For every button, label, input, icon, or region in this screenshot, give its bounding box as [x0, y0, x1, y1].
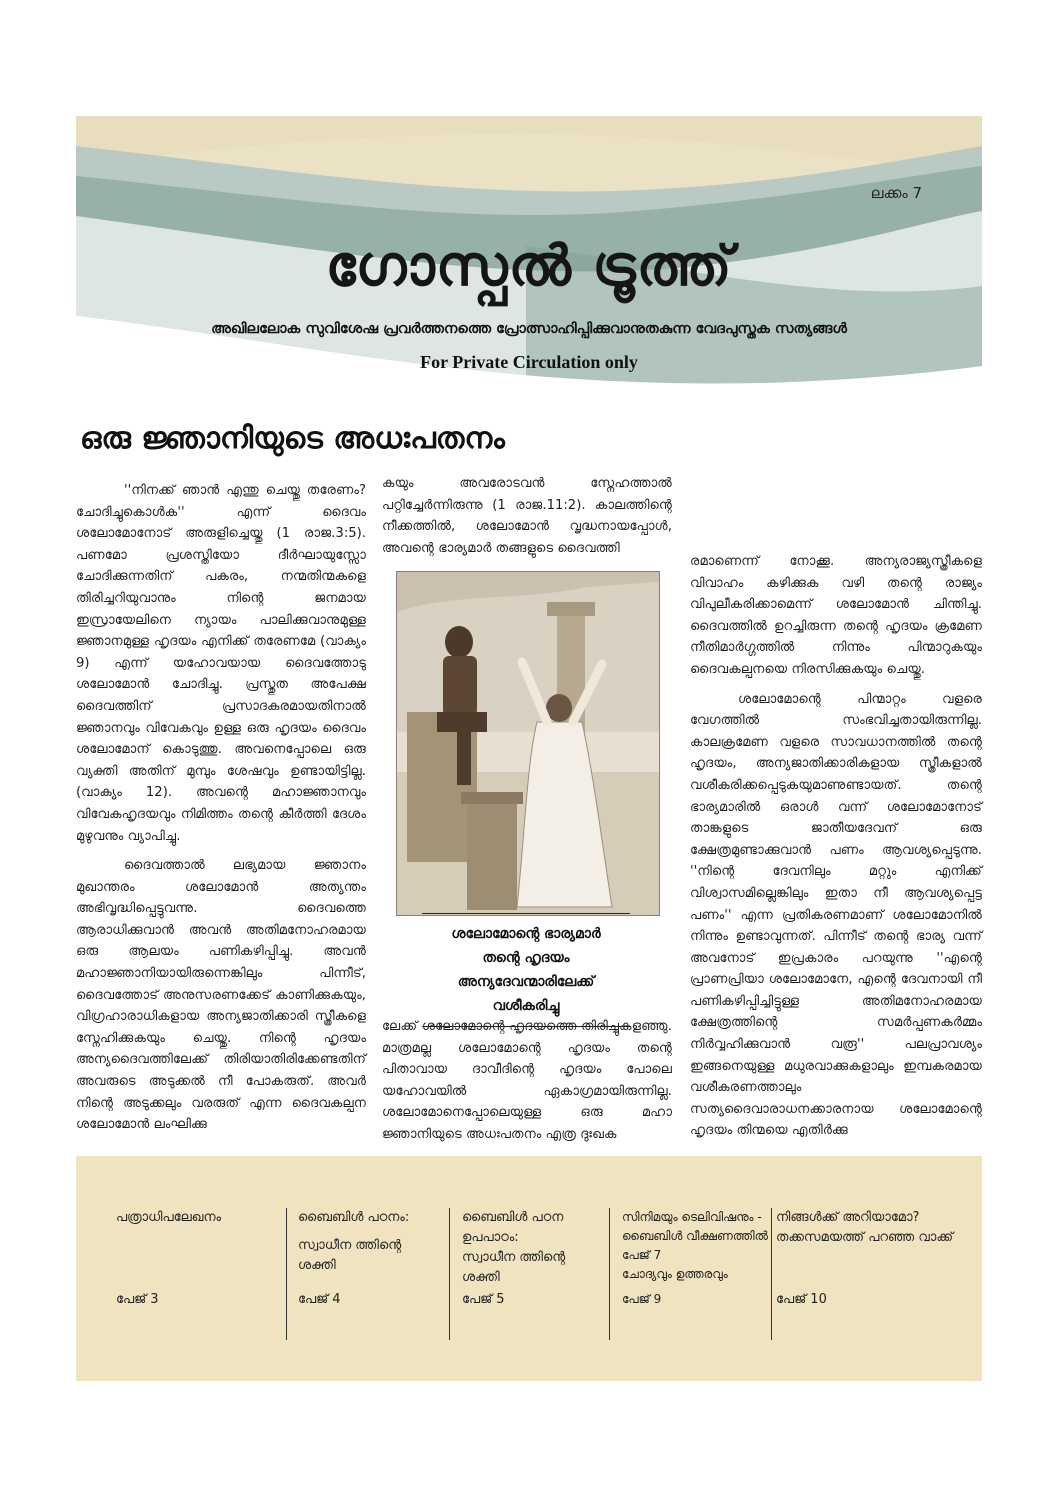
- article-column-1: [76, 480, 366, 1144]
- divider: [771, 1208, 772, 1340]
- contents-item-editorial[interactable]: [116, 1208, 276, 1307]
- divider: [286, 1208, 287, 1340]
- article-column-3: [690, 551, 982, 1150]
- article-column-2-top: [382, 473, 672, 567]
- contents-item-page: പേജ് 3: [116, 1292, 159, 1307]
- private-circulation-note: For Private Circulation only: [420, 352, 638, 372]
- article-column-2-bottom: [382, 1016, 672, 1154]
- pull-quote-line: ശലോമോന്റെ ഭാര്യമാർ: [451, 926, 601, 942]
- contents-item-subtitle: പേജ് 7: [622, 1248, 662, 1262]
- contents-item-subtitle: ചോദ്യവും ഉത്തരവും: [622, 1267, 728, 1281]
- contents-item-title: പത്രാധിപലേഖനം: [116, 1210, 222, 1225]
- solomon-worship-illustration: [396, 571, 660, 916]
- newsletter-title: ഗോസ്പൽ ട്രൂത്ത്: [325, 234, 733, 299]
- contents-item-bible-study[interactable]: [298, 1208, 438, 1307]
- contents-item-page: പേജ് 4: [298, 1292, 341, 1307]
- contents-item-page: പേജ് 5: [462, 1292, 505, 1307]
- contents-item-title: സിനിമയും ടെലിവിഷനും - ബൈബിൾ വീക്ഷണത്തിൽ: [622, 1210, 769, 1243]
- contents-footer: [76, 1156, 982, 1381]
- contents-item-cinema-tv[interactable]: [622, 1208, 770, 1306]
- contents-item-title: ബൈബിൾ പഠന ഉപപാഠം:: [462, 1210, 564, 1245]
- contents-item-did-you-know[interactable]: [776, 1208, 976, 1307]
- contents-item-bible-substudy[interactable]: [462, 1208, 602, 1307]
- contents-item-page: പേജ് 9: [622, 1292, 662, 1306]
- paragraph: കയും അവരോടവൻ സ്നേഹത്താൽ പറ്റിച്ചേർന്നിരുന്നു (1 രാജ.11:2). കാലത്തിന്റെ നീക്കത്തിൽ, ശലോമോൻ വൃദ്ധനായപ്പോൾ, അവന്റെ ഭാര്യമാർ തങ്ങളുടെ ദൈവത്തി: [382, 476, 672, 556]
- pull-quote-rule: [422, 913, 630, 914]
- paragraph: ശലോമോന്റെ പിന്മാറ്റം വളരെ വേഗത്തിൽ സംഭവിച്ചതായിരുന്നില്ല. കാലക്രമേണ വളരെ സാവധാനത്തിൽ തന്റെ ഹൃദയം, അന്യജാതിക്കാരികളായ സ്ത്രീകളാൽ വശീകരിക്കപ്പെടുകയുമാണുണ്ടായത്. തന്റെ ഭാര്യമാരിൽ ഒരാൾ വന്ന് ശലോമോനോട് താങ്കളുടെ ജാതീയദേവന് ഒരു ക്ഷേത്രമുണ്ടാക്കുവാൻ പണം ആവശ്യപ്പെടുന്നു. ''നിന്റെ ദേവനിലും മറ്റും എനിക്ക് വിശ്വാസമില്ലെങ്കിലും ഇതാ നീ ആവശ്യപ്പെട്ട പണം'' എന്ന പ്രതികരണമാണ് ശലോമോനിൽ നിന്നും ഉണ്ടാവുന്നത്. പിന്നീട് തന്റെ ഭാര്യ വന്ന് അവനോട് ഇപ്രകാരം പറയുന്നു ''എന്റെ പ്രാണപ്രിയാ ശലോമോനേ, എന്റെ ദേവനായി നീ പണികഴിപ്പിച്ചിട്ടുള്ള അതിമനോഹരമായ ക്ഷേത്രത്തിന്റെ സമർപ്പണകർമ്മം നിർവ്വഹിക്കുവാൻ വരൂ'' പലപ്രാവശ്യം ഇങ്ങനെയുള്ള മധുരവാക്കുകളാലും ഇമ്പകരമായ വശീകരണത്താലും സത്യദൈവാരാധനക്കാരനായ ശലോമോന്റെ ഹൃദയം തിന്മയെ എതിർക്കു: [690, 691, 982, 1139]
- article-title: ഒരു ജ്ഞാനിയുടെ അധഃപതനം: [80, 421, 505, 456]
- pull-quote-line: വശീകരിച്ചു: [492, 998, 560, 1014]
- divider: [609, 1208, 610, 1340]
- paragraph: രമാണെന്ന് നോക്കൂ. അന്യരാജ്യസ്ത്രീകളെ വിവാഹം കഴിക്കുക വഴി തന്റെ രാജ്യം വിപുലീകരിക്കാമെന്ന് ശലോമോൻ ചിന്തിച്ചു. ദൈവത്തിൽ ഉറച്ചിരുന്ന തന്റെ ഹൃദയം ക്രമേണ നീതിമാർഗ്ഗത്തിൽ നിന്നും പിന്മാറുകയും ദൈവകല്പനയെ നിരസിക്കുകയും ചെയ്തു.: [690, 554, 982, 677]
- paragraph: ലേക്ക് ശലോമോന്റെ ഹൃദയത്തെ തിരിച്ചുകളഞ്ഞു. മാത്രമല്ല ശലോമോന്റെ ഹൃദയം തന്റെ പിതാവായ ദാവീദിന്റെ ഹൃദയം പോലെ യഹോവയിൽ ഏകാഗ്രമായിരുന്നില്ല. ശലോമോനെപ്പോലെയുള്ള ഒരു മഹാ ജ്ഞാനിയുടെ അധഃപതനം എത്ര ദുഃഖക: [382, 1019, 672, 1142]
- contents-item-subtitle: സ്വാധീന ത്തിന്റെ ശക്തി: [462, 1250, 566, 1285]
- pull-quote-line: തന്റെ ഹൃദയം: [482, 950, 570, 966]
- tagline: അഖിലലോക സുവിശേഷ പ്രവർത്തനത്തെ പ്രോത്സാഹിപ്പിക്കുവാനുതകുന്ന വേദപുസ്തക സത്യങ്ങൾ: [211, 321, 847, 337]
- paragraph: ദൈവത്താൽ ലഭ്യമായ ജ്ഞാനം മുഖാന്തരം ശലോമോൻ അത്യന്തം അഭിവൃദ്ധിപ്പെട്ടുവന്നു. ദൈവത്തെ ആരാധിക്കുവാൻ അവൻ അതിമനോഹരമായ ഒരു ആലയം പണികഴിപ്പിച്ചു. അവൻ മഹാജ്ഞാനിയായിരുന്നെങ്കിലും പിന്നീട്, ദൈവത്തോട് അനുസരണക്കേട് കാണിക്കുകയും, വിഗ്രഹാരാധികളായ അന്യജാതിക്കാരി സ്ത്രീകളെ സ്നേഹിക്കുകയും ചെയ്തു. നിന്റെ ഹൃദയം അന്യദൈവത്തിലേക്ക് തിരിയാതിരിക്കേണ്ടതിന് അവരുടെ അടുക്കൽ നീ പോകരുത്. അവർ നിന്റെ അടുക്കലും വരരുത് എന്ന ദൈവകല്പന ശലോമോൻ ലംഘിക്കു: [76, 858, 366, 1133]
- contents-item-subtitle: തക്കസമയത്ത് പറഞ്ഞ വാക്ക്: [776, 1230, 954, 1245]
- newsletter-page: [76, 116, 982, 1381]
- pull-quote-line: അന്യദേവന്മാരിലേക്ക്: [457, 974, 595, 990]
- contents-item-title: ബൈബിൾ പഠനം:: [298, 1210, 410, 1225]
- contents-item-title: നിങ്ങൾക്ക് അറിയാമോ?: [776, 1210, 920, 1225]
- contents-item-page: പേജ് 10: [776, 1292, 827, 1307]
- issue-number: ലക്കം 7: [870, 184, 922, 202]
- contents-item-subtitle: സ്വാധീന ത്തിന്റെ ശക്തി: [298, 1238, 402, 1273]
- paragraph: ''നിനക്ക് ഞാൻ എന്തു ചെയ്തു തരേണം? ചോദിച്ചുകൊൾക'' എന്ന് ദൈവം ശലോമോനോട് അരുളിച്ചെയ്തു (1 രാജ.3:5). പണമോ പ്രശസ്തിയോ ദീർഘായുസ്സോ ചോദിക്കുന്നതിന് പകരം, നന്മതിന്മകളെ തിരിച്ചറിയുവാനും നിന്റെ ജനമായ ഇസ്രായേലിനെ ന്യായം പാലിക്കുവാനുമുള്ള ജ്ഞാനമുള്ള ഹൃദയം എനിക്ക് തരേണമേ (വാക്യം 9) എന്ന് യഹോവയായ ദൈവത്തോടു ശലോമോൻ ചോദിച്ചു. പ്രസ്തുത അപേക്ഷ ദൈവത്തിന് പ്രസാദകരമായതിനാൽ ജ്ഞാനവും വിവേകവും ഉള്ള ഒരു ഹൃദയം ദൈവം ശലോമോന് കൊടുത്തു. അവനെപ്പോലെ ഒരു വ്യക്തി അതിന് മുമ്പും ശേഷവും ഉണ്ടായിട്ടില്ല. (വാക്യം 12). അവന്റെ മഹാജ്ഞാനവും വിവേകഹൃദയവും നിമിത്തം തന്റെ കീർത്തി ദേശം മുഴുവനും വ്യാപിച്ചു.: [76, 483, 366, 844]
- pull-quote: [422, 909, 630, 1027]
- divider: [449, 1208, 450, 1340]
